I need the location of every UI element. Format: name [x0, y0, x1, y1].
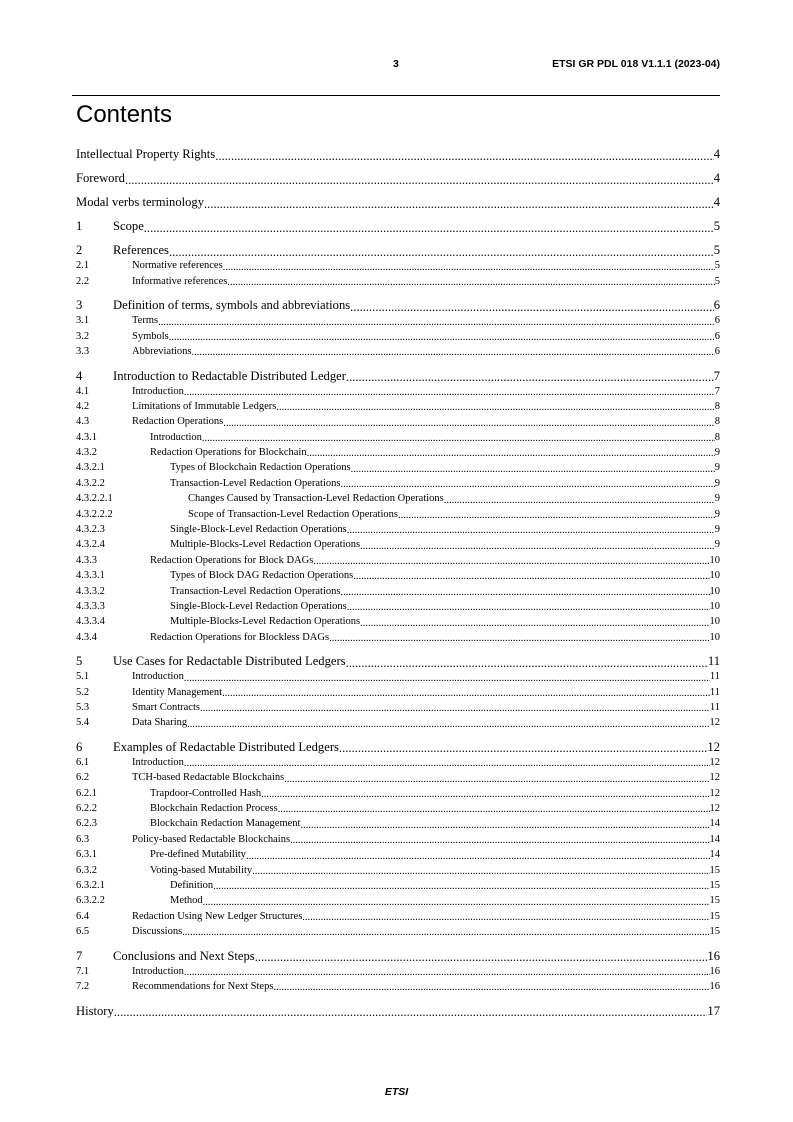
- toc-entry[interactable]: [76, 755, 720, 770]
- toc-dot-leader: [215, 150, 714, 163]
- toc-page-number: 5: [714, 260, 720, 272]
- toc-title: Informative references: [132, 275, 228, 287]
- toc-title: Introduction to Redactable Distributed Ledger: [113, 368, 346, 383]
- toc-section-number: 3.3: [76, 346, 90, 358]
- toc-title: Blockchain Redaction Management: [150, 818, 301, 830]
- toc-entry[interactable]: [76, 170, 720, 186]
- toc-dot-leader: [187, 720, 709, 731]
- toc-dot-leader: [223, 419, 714, 430]
- toc-page-number: 16: [709, 965, 720, 977]
- toc-dot-leader: [351, 465, 715, 476]
- toc-page-number: 10: [709, 585, 720, 597]
- toc-entry[interactable]: [76, 414, 720, 429]
- toc-entry[interactable]: [76, 274, 720, 289]
- toc-dot-leader: [300, 821, 709, 832]
- toc-title: Redaction Using New Ledger Structures: [132, 910, 303, 922]
- toc-entry[interactable]: [76, 218, 720, 234]
- toc-entry[interactable]: [76, 832, 720, 847]
- toc-entry[interactable]: [76, 770, 720, 785]
- toc-title: Conclusions and Next Steps: [113, 948, 255, 963]
- toc-dot-leader: [204, 198, 714, 211]
- toc-section-number: 4.3.2.2: [76, 477, 105, 489]
- toc-dot-leader: [313, 557, 709, 568]
- toc-title: Recommendations for Next Steps: [132, 981, 274, 993]
- toc-entry[interactable]: [76, 258, 720, 273]
- toc-section-number: 4: [76, 368, 83, 383]
- toc-page-number: 15: [709, 864, 720, 876]
- toc-dot-leader: [255, 951, 708, 964]
- toc-entry[interactable]: [76, 786, 720, 801]
- toc-title: Redaction Operations for Blockchain: [150, 447, 307, 459]
- toc-entry[interactable]: [76, 329, 720, 344]
- toc-entry[interactable]: [76, 146, 720, 162]
- toc-title: Blockchain Redaction Process: [150, 803, 278, 815]
- toc-dot-leader: [125, 174, 714, 187]
- toc-dot-leader: [340, 588, 709, 599]
- toc-dot-leader: [360, 619, 709, 630]
- toc-entry[interactable]: [76, 630, 720, 645]
- toc-title: References: [113, 243, 169, 258]
- toc-entry[interactable]: [76, 522, 720, 537]
- toc-page-number: 14: [709, 833, 720, 845]
- toc-dot-leader: [398, 511, 715, 522]
- toc-page-number: 14: [709, 849, 720, 861]
- toc-page-number: 9: [714, 462, 720, 474]
- toc-title: Discussions: [132, 926, 183, 938]
- toc-dot-leader: [329, 634, 709, 645]
- toc-entry[interactable]: [76, 878, 720, 893]
- toc-dot-leader: [339, 742, 707, 755]
- toc-dot-leader: [223, 263, 715, 274]
- toc-title: Definition: [170, 880, 214, 892]
- toc-page-number: 7: [714, 385, 720, 397]
- toc-entry[interactable]: [76, 964, 720, 979]
- toc-entry[interactable]: [76, 739, 720, 755]
- toc-dot-leader: [261, 790, 709, 801]
- toc-page-number: 4: [713, 147, 720, 161]
- toc-section-number: 4.3.2.2.2: [76, 508, 113, 520]
- toc-page-number: 10: [709, 600, 720, 612]
- toc-entry[interactable]: [76, 384, 720, 399]
- toc-section-number: 4.3.3: [76, 554, 97, 566]
- toc-title: Redaction Operations for Blockless DAGs: [150, 631, 330, 643]
- toc-section-number: 3.1: [76, 315, 90, 327]
- toc-title: Scope of Transaction-Level Redaction Operations: [188, 508, 398, 520]
- toc-section-number: 7: [76, 948, 83, 963]
- toc-page-number: 5: [713, 243, 720, 258]
- toc-entry[interactable]: [76, 584, 720, 599]
- toc-title: Abbreviations: [132, 346, 192, 358]
- toc-dot-leader: [252, 867, 709, 878]
- toc-entry[interactable]: [76, 476, 720, 491]
- toc-page-number: 9: [714, 493, 720, 505]
- toc-dot-leader: [144, 222, 714, 235]
- toc-entry[interactable]: [76, 893, 720, 908]
- toc-title: Multiple-Blocks-Level Redaction Operations: [170, 616, 361, 628]
- toc-dot-leader: [184, 674, 710, 685]
- toc-entry[interactable]: [76, 669, 720, 684]
- toc-title: TCH-based Redactable Blockchains: [132, 772, 285, 784]
- toc-dot-leader: [347, 603, 710, 614]
- toc-section-number: 4.3.3.4: [76, 616, 105, 628]
- toc-section-number: 7.2: [76, 981, 90, 993]
- toc-title: Types of Block DAG Redaction Operations: [170, 570, 354, 582]
- toc-section-number: 4.3.2: [76, 447, 97, 459]
- toc-entry[interactable]: [76, 685, 720, 700]
- toc-title: Identity Management: [132, 686, 223, 698]
- toc-title: Intellectual Property Rights: [76, 147, 216, 161]
- toc-dot-leader: [360, 542, 715, 553]
- toc-section-number: 4.3.4: [76, 631, 97, 643]
- toc-page-number: 10: [709, 616, 720, 628]
- toc-section-number: 1: [76, 219, 83, 234]
- toc-section-number: 4.3.3.2: [76, 585, 105, 597]
- toc-page-number: 14: [709, 818, 720, 830]
- toc-section-number: 5.2: [76, 686, 90, 698]
- toc-page-number: 16: [707, 948, 720, 963]
- toc-dot-leader: [200, 704, 710, 715]
- toc-entry[interactable]: [76, 948, 720, 964]
- toc-entry[interactable]: [76, 801, 720, 816]
- toc-section-number: 3.2: [76, 330, 90, 342]
- toc-page-number: 12: [709, 717, 720, 729]
- toc-dot-leader: [346, 371, 714, 384]
- toc-title: Trapdoor-Controlled Hash: [150, 787, 262, 799]
- toc-section-number: 6.3: [76, 833, 90, 845]
- toc-title: Redaction Operations for Block DAGs: [150, 554, 314, 566]
- toc-page-number: 6: [714, 315, 720, 327]
- toc-section-number: 4.3.2.4: [76, 539, 105, 551]
- toc-section-number: 6.2.2: [76, 803, 97, 815]
- toc-entry[interactable]: [76, 653, 720, 669]
- toc-dot-leader: [290, 836, 709, 847]
- toc-section-number: 4.3: [76, 416, 90, 428]
- toc-section-number: 6.1: [76, 756, 90, 768]
- toc-entry[interactable]: [76, 491, 720, 506]
- toc-page-number: 12: [709, 803, 720, 815]
- toc-section-number: 2: [76, 243, 83, 258]
- toc-entry[interactable]: [76, 507, 720, 522]
- toc-section-number: 4.3.3.3: [76, 600, 105, 612]
- toc-entry[interactable]: [76, 863, 720, 878]
- toc-dot-leader: [346, 657, 708, 670]
- toc-dot-leader: [347, 526, 715, 537]
- toc-entry[interactable]: [76, 599, 720, 614]
- toc-page-number: 4: [713, 171, 720, 186]
- toc-page-number: 6: [714, 330, 720, 342]
- toc-entry[interactable]: [76, 194, 720, 210]
- toc-title: Single-Block-Level Redaction Operations: [170, 600, 347, 612]
- toc-page-number: 9: [714, 508, 720, 520]
- toc-page-number: 8: [714, 416, 720, 428]
- toc-dot-leader: [184, 759, 710, 770]
- contents-heading: Contents: [76, 101, 173, 128]
- toc-entry[interactable]: [76, 614, 720, 629]
- toc-section-number: 6.3.1: [76, 849, 97, 861]
- table-of-contents: [76, 146, 720, 1019]
- toc-title: Types of Blockchain Redaction Operations: [170, 462, 351, 474]
- toc-entry[interactable]: [76, 242, 720, 258]
- toc-dot-leader: [202, 434, 715, 445]
- toc-title: Examples of Redactable Distributed Ledgers: [113, 739, 339, 754]
- toc-title: Foreword: [76, 171, 125, 186]
- toc-title: Transaction-Level Redaction Operations: [170, 477, 341, 489]
- toc-section-number: 6.2.3: [76, 818, 97, 830]
- toc-section-number: 6.3.2: [76, 864, 97, 876]
- toc-title: History: [76, 1003, 114, 1018]
- header-rule: [72, 95, 720, 96]
- toc-dot-leader: [276, 403, 714, 414]
- page-number: 3: [393, 58, 399, 70]
- toc-page-number: 11: [709, 671, 720, 683]
- toc-page-number: 11: [707, 654, 720, 669]
- toc-page-number: 10: [709, 554, 720, 566]
- toc-dot-leader: [444, 496, 715, 507]
- toc-entry[interactable]: [76, 979, 720, 994]
- toc-page-number: 15: [709, 926, 720, 938]
- toc-title: Introduction: [150, 431, 202, 443]
- toc-title: Policy-based Redactable Blockchains: [132, 833, 291, 845]
- toc-title: Symbols: [132, 330, 169, 342]
- toc-title: Introduction: [132, 385, 184, 397]
- toc-page-number: 12: [709, 787, 720, 799]
- toc-page-number: 11: [709, 686, 720, 698]
- toc-page-number: 16: [709, 981, 720, 993]
- toc-title: Single-Block-Level Redaction Operations: [170, 524, 347, 536]
- page-header: [76, 58, 720, 74]
- toc-title: Pre-defined Mutability: [150, 849, 246, 861]
- toc-section-number: 6.2.1: [76, 787, 97, 799]
- toc-title: Multiple-Blocks-Level Redaction Operations: [170, 539, 361, 551]
- toc-title: Terms: [132, 315, 159, 327]
- toc-page-number: 10: [709, 570, 720, 582]
- toc-page-number: 12: [707, 739, 720, 754]
- toc-page-number: 12: [709, 756, 720, 768]
- toc-dot-leader: [182, 928, 709, 939]
- toc-entry[interactable]: [76, 816, 720, 831]
- toc-section-number: 2.2: [76, 275, 90, 287]
- toc-entry[interactable]: [76, 297, 720, 313]
- toc-section-number: 6.3.2.1: [76, 880, 105, 892]
- toc-section-number: 3: [76, 298, 83, 313]
- toc-section-number: 7.1: [76, 965, 90, 977]
- page-footer: ETSI: [384, 1086, 409, 1098]
- toc-dot-leader: [278, 805, 710, 816]
- toc-section-number: 6.4: [76, 910, 90, 922]
- toc-title: Normative references: [132, 260, 223, 272]
- toc-dot-leader: [184, 388, 715, 399]
- toc-page-number: 15: [709, 880, 720, 892]
- toc-section-number: 6.5: [76, 926, 90, 938]
- toc-section-number: 4.3.1: [76, 431, 97, 443]
- toc-title: Scope: [113, 219, 144, 234]
- toc-section-number: 2.1: [76, 260, 90, 272]
- toc-page-number: 11: [709, 702, 720, 714]
- toc-dot-leader: [222, 689, 710, 700]
- toc-title: Introduction: [132, 671, 184, 683]
- toc-title: Introduction: [132, 756, 184, 768]
- toc-title: Limitations of Immutable Ledgers: [132, 400, 277, 412]
- toc-page-number: 9: [714, 539, 720, 551]
- toc-dot-leader: [302, 913, 709, 924]
- toc-section-number: 5.1: [76, 671, 90, 683]
- document-id: ETSI GR PDL 018 V1.1.1 (2023-04): [552, 58, 720, 70]
- toc-dot-leader: [227, 278, 714, 289]
- toc-entry[interactable]: [76, 399, 720, 414]
- toc-title: Transaction-Level Redaction Operations: [170, 585, 341, 597]
- toc-dot-leader: [213, 882, 709, 893]
- toc-entry[interactable]: [76, 430, 720, 445]
- toc-section-number: 4.3.3.1: [76, 570, 105, 582]
- toc-entry[interactable]: [76, 1003, 720, 1019]
- toc-entry[interactable]: [76, 553, 720, 568]
- toc-page-number: 15: [709, 895, 720, 907]
- toc-entry[interactable]: [76, 700, 720, 715]
- toc-entry[interactable]: [76, 909, 720, 924]
- toc-page-number: 7: [713, 368, 720, 383]
- toc-title: Data Sharing: [132, 717, 188, 729]
- toc-section-number: 4.2: [76, 400, 90, 412]
- toc-section-number: 6: [76, 739, 83, 754]
- toc-page-number: 9: [714, 477, 720, 489]
- toc-entry[interactable]: [76, 924, 720, 939]
- toc-dot-leader: [284, 775, 709, 786]
- toc-page-number: 15: [709, 910, 720, 922]
- toc-dot-leader: [184, 968, 710, 979]
- toc-page-number: 6: [714, 346, 720, 358]
- toc-dot-leader: [273, 983, 709, 994]
- toc-dot-leader: [114, 1006, 708, 1019]
- toc-dot-leader: [203, 898, 710, 909]
- toc-entry[interactable]: [76, 537, 720, 552]
- toc-section-number: 5.3: [76, 702, 90, 714]
- toc-dot-leader: [158, 318, 715, 329]
- toc-page-number: 8: [714, 400, 720, 412]
- toc-page-number: 9: [714, 447, 720, 459]
- toc-title: Redaction Operations: [132, 416, 224, 428]
- toc-entry[interactable]: [76, 715, 720, 730]
- toc-entry[interactable]: [76, 313, 720, 328]
- toc-section-number: 4.3.2.1: [76, 462, 105, 474]
- toc-dot-leader: [246, 852, 710, 863]
- toc-title: Changes Caused by Transaction-Level Redaction Operations: [188, 493, 444, 505]
- toc-entry[interactable]: [76, 460, 720, 475]
- toc-title: Voting-based Mutability: [150, 864, 253, 876]
- toc-page-number: 5: [714, 275, 720, 287]
- toc-entry[interactable]: [76, 368, 720, 384]
- toc-page-number: 4: [713, 195, 720, 210]
- toc-section-number: 4.3.2.3: [76, 524, 105, 536]
- toc-title: Introduction: [132, 965, 184, 977]
- toc-page-number: 17: [707, 1003, 720, 1018]
- toc-section-number: 4.3.2.2.1: [76, 493, 113, 505]
- toc-title: Smart Contracts: [132, 702, 200, 714]
- toc-dot-leader: [192, 348, 715, 359]
- toc-section-number: 5.4: [76, 717, 90, 729]
- toc-entry[interactable]: [76, 445, 720, 460]
- toc-dot-leader: [353, 572, 709, 583]
- toc-page-number: 9: [714, 524, 720, 536]
- toc-title: Modal verbs terminology: [76, 195, 205, 210]
- toc-title: Definition of terms, symbols and abbreviations: [113, 298, 351, 313]
- toc-dot-leader: [340, 480, 714, 491]
- toc-section-number: 4.1: [76, 385, 90, 397]
- toc-entry[interactable]: [76, 344, 720, 359]
- toc-page-number: 6: [713, 298, 720, 313]
- toc-section-number: 6.3.2.2: [76, 895, 105, 907]
- toc-page-number: 12: [709, 772, 720, 784]
- toc-dot-leader: [169, 246, 714, 259]
- toc-section-number: 6.2: [76, 772, 90, 784]
- toc-section-number: 5: [76, 654, 83, 669]
- toc-title: Method: [170, 895, 203, 907]
- toc-title: Use Cases for Redactable Distributed Ledgers: [113, 654, 346, 669]
- toc-page-number: 10: [709, 631, 720, 643]
- toc-page-number: 8: [714, 431, 720, 443]
- toc-dot-leader: [169, 333, 715, 344]
- toc-entry[interactable]: [76, 847, 720, 862]
- toc-entry[interactable]: [76, 568, 720, 583]
- toc-dot-leader: [307, 449, 715, 460]
- toc-dot-leader: [350, 301, 714, 314]
- toc-page-number: 5: [713, 219, 720, 234]
